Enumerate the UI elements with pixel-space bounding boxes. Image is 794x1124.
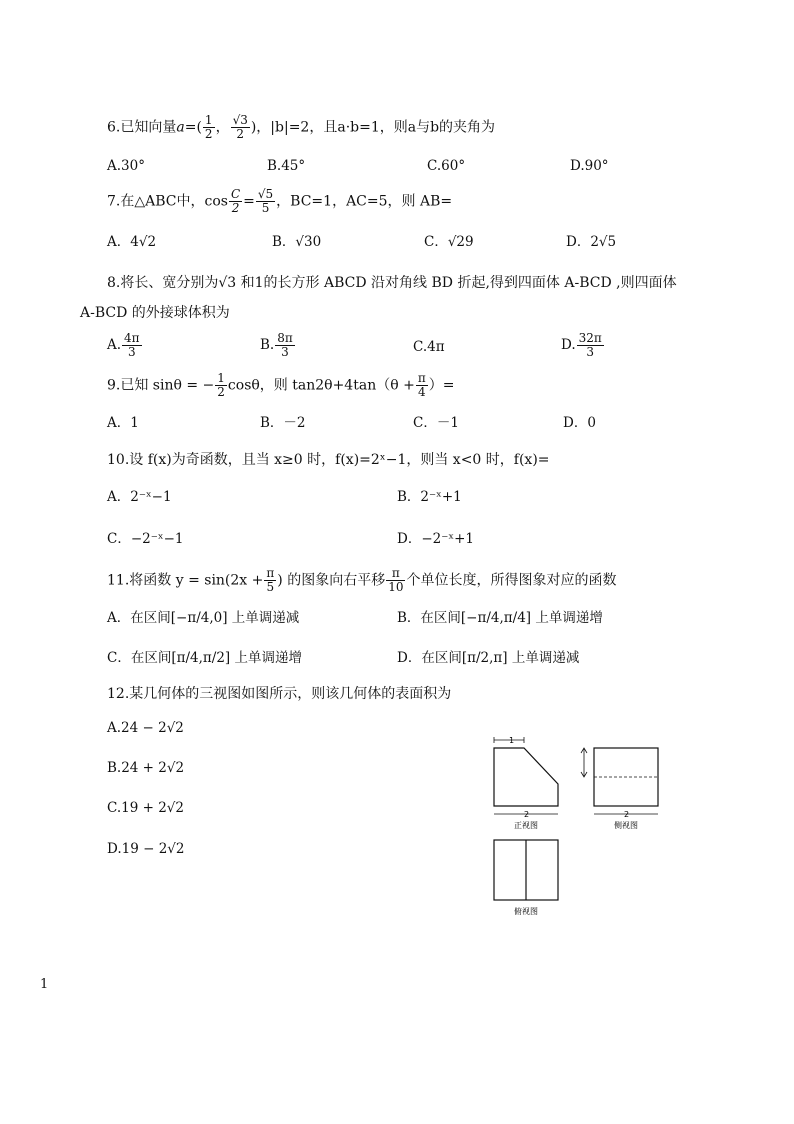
- q12-option-a: A.24 − 2√2: [107, 720, 184, 736]
- q12-option-b: B.24 + 2√2: [107, 760, 185, 776]
- q8-option-c: C.4π: [413, 339, 445, 355]
- q6-option-d: D.90°: [570, 158, 609, 174]
- q11-option-c: C．在区间[π/4,π/2] 上单调递增: [107, 650, 302, 666]
- q9-option-c: C．－1: [413, 415, 459, 431]
- q7-stem: 7.在△ABC中，cos $\frac{C}{2}$ = $\frac{√5}{5}$ ，BC=1，AC=5，则 AB=: [107, 187, 453, 216]
- page-number: 1: [40, 977, 49, 992]
- dim-label-2-side: 2: [624, 810, 630, 819]
- front-view-label: 正视图: [514, 821, 538, 830]
- front-view-outline: [494, 748, 558, 806]
- side-view-label: 侧视图: [614, 821, 638, 830]
- q6-option-a: A.30°: [107, 158, 145, 174]
- q11-option-a: A．在区间[−π/4,0] 上单调递减: [107, 610, 300, 626]
- q6-stem: 6.已知向量a=( $\frac{1}{2}$ ， $\frac{√3}{2}$ )，|b|=2，且a·b=1，则a与b的夹角为: [107, 113, 496, 142]
- q7-option-a: A．4√2: [107, 234, 157, 250]
- q10-option-b: B．2⁻ˣ+1: [397, 489, 462, 505]
- q9-option-a: A．1: [107, 415, 139, 431]
- q6-option-b: B.45°: [267, 158, 306, 174]
- q11-option-d: D．在区间[π/2,π] 上单调递减: [397, 650, 580, 666]
- top-view-label: 俯视图: [514, 907, 538, 916]
- q10-option-a: A．2⁻ˣ−1: [107, 489, 172, 505]
- q7-option-b: B．√30: [272, 234, 322, 250]
- dim-label-1: 1: [509, 736, 515, 745]
- q6-option-c: C.60°: [427, 158, 466, 174]
- q7-option-d: D．2√5: [566, 234, 617, 250]
- q8-option-a: A. $\frac{4\pi}{3}$: [107, 331, 140, 360]
- q10-option-d: D．−2⁻ˣ+1: [397, 531, 474, 547]
- q9-stem: 9.已知 sinθ = − $\frac{1}{2}$ cosθ，则 tan2θ+4tan（θ + $\frac{\pi}{4}$ ）=: [107, 371, 455, 400]
- q10-stem: 10.设 f(x)为奇函数，且当 x≥0 时，f(x)=2ˣ−1，则当 x<0 时，f(x)=: [107, 452, 550, 468]
- q11-stem: 11.将函数 y = sin(2x + $\frac{\pi}{5}$ ) 的图象向右平移 $\frac{\pi}{10}$ 个单位长度，所得图象对应的函数: [107, 566, 617, 595]
- q7-option-c: C．√29: [424, 234, 474, 250]
- q8-stem-line1: 8.将长、宽分别为√3 和1的长方形 ABCD 沿对角线 BD 折起,得到四面体 A-BCD ,则四面体: [107, 275, 677, 291]
- q8-option-b: B. $\frac{8\pi}{3}$: [260, 331, 293, 360]
- q9-option-b: B．－2: [260, 415, 306, 431]
- q12-option-c: C.19 + 2√2: [107, 800, 184, 816]
- q9-option-d: D．0: [563, 415, 596, 431]
- q12-option-d: D.19 − 2√2: [107, 841, 185, 857]
- dim-label-2-front: 2: [524, 810, 530, 819]
- q12-stem: 12.某几何体的三视图如图所示，则该几何体的表面积为: [107, 686, 452, 702]
- q11-option-b: B．在区间[−π/4,π/4] 上单调递增: [397, 610, 603, 626]
- q8-option-d: D. $\frac{32\pi}{3}$: [561, 331, 602, 360]
- three-view-figure: [480, 728, 680, 923]
- q10-option-c: C．−2⁻ˣ−1: [107, 531, 184, 547]
- q8-stem-line2: A-BCD 的外接球体积为: [80, 305, 230, 321]
